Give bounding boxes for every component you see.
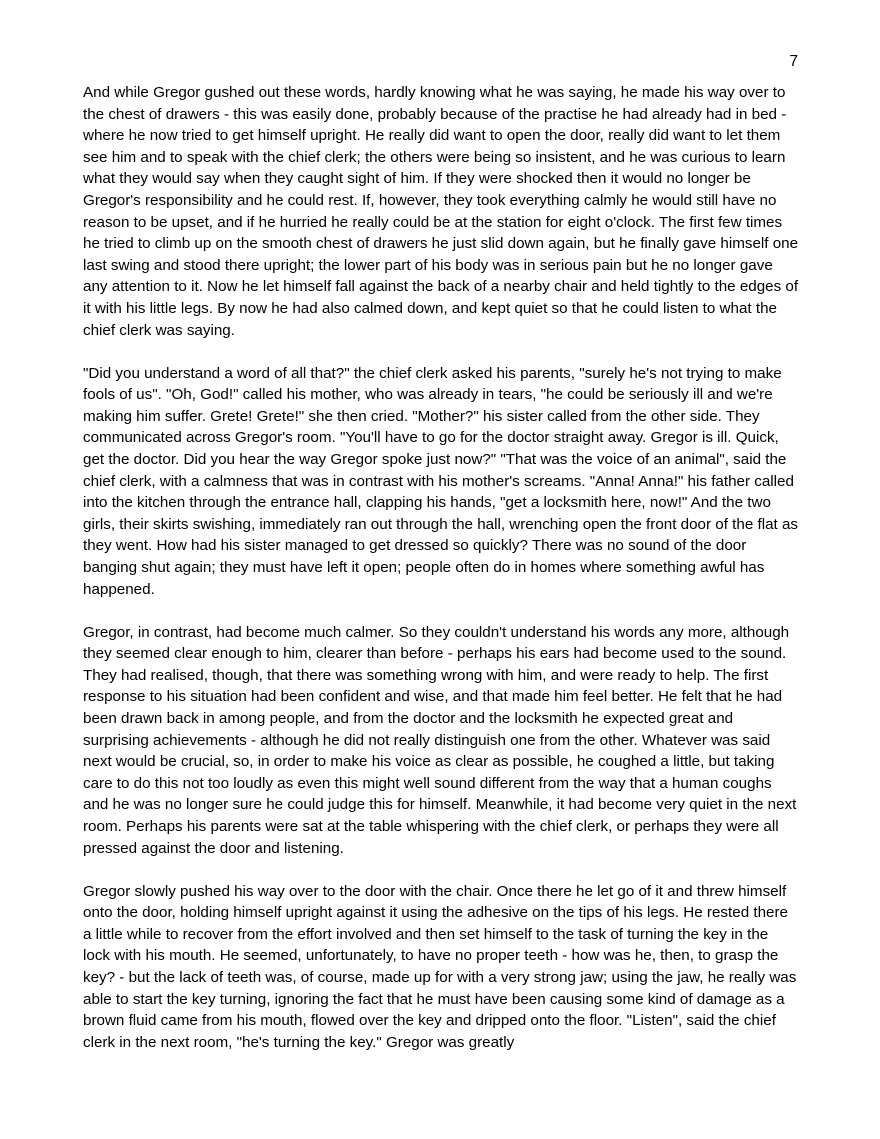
paragraph: And while Gregor gushed out these words, hardly knowing what he was saying, he made his way over to the chest of drawers - this was easily done, probably because of the practise he had already had in bed - where he now tried to get himself upright. He really did want to open the door, really did want to let them see him and to speak with the chief clerk; the others were being so insistent, and he was curious to learn what they would say when they caught sight of him. If they were shocked then it would no longer be Gregor's responsibility and he could rest. If, however, they took everything calmly he would still have no reason to be upset, and if he hurried he really could be at the station for eight o'clock. The first few times he tried to climb up on the smooth chest of drawers he just slid down again, but he finally gave himself one last swing and stood there upright; the lower part of his body was in serious pain but he no longer gave any attention to it. Now he let himself fall against the back of a nearby chair and held tightly to the edges of it with his little legs. By now he had also calmed down, and kept quiet so that he could listen to what the chief clerk was saying. (83, 84, 799, 339)
document-body (83, 82, 799, 1075)
paragraph: "Did you understand a word of all that?" the chief clerk asked his parents, "surely he's not trying to make fools of us". "Oh, God!" called his mother, who was already in tears, "he could be seriously ill and we're making him suffer. Grete! Grete!" she then cried. "Mother?" his sister called from the other side. They communicated across Gregor's room. "You'll have to go for the doctor straight away. Gregor is ill. Quick, get the doctor. Did you hear the way Gregor spoke just now?" "That was the voice of an animal", said the chief clerk, with a calmness that was in contrast with his mother's screams. "Anna! Anna!" his father called into the kitchen through the entrance hall, clapping his hands, "get a locksmith here, now!" And the two girls, their skirts swishing, immediately ran out through the hall, wrenching open the front door of the flat as they went. How had his sister managed to get dressed so quickly? There was no sound of the door banging shut again; they must have left it open; people often do in homes where something awful has happened. (83, 364, 799, 598)
paragraph: Gregor slowly pushed his way over to the door with the chair. Once there he let go of it and threw himself onto the door, holding himself upright against it using the adhesive on the tips of his legs. He rested there a little while to recover from the effort involved and then set himself to the task of turning the key in the lock with his mouth. He seemed, unfortunately, to have no proper teeth - how was he, then, to grasp the key? - but the lack of teeth was, of course, made up for with a very strong jaw; using the jaw, he really was able to start the key turning, ignoring the fact that he must have been causing some kind of damage as a brown fluid came from his mouth, flowed over the key and dripped onto the floor. "Listen", said the chief clerk in the next room, "he's turning the key." Gregor was greatly (83, 882, 797, 1051)
page-number: 7 (789, 53, 798, 70)
paragraph: Gregor, in contrast, had become much calmer. So they couldn't understand his words any more, although they seemed clear enough to him, clearer than before - perhaps his ears had become used to the sound. They had realised, though, that there was something wrong with him, and were ready to help. The first response to his situation had been confident and wise, and that made him feel better. He felt that he had been drawn back in among people, and from the doctor and the locksmith he expected great and surprising achievements - although he did not really distinguish one from the other. Whatever was said next would be crucial, so, in order to make his voice as clear as possible, he coughed a little, but taking care to do this not too loudly as even this might well sound different from the way that a human coughs and he was no longer sure he could judge this for himself. Meanwhile, it had become very quiet in the next room. Perhaps his parents were sat at the table whispering with the chief clerk, or perhaps they were all pressed against the door and listening. (83, 623, 797, 857)
